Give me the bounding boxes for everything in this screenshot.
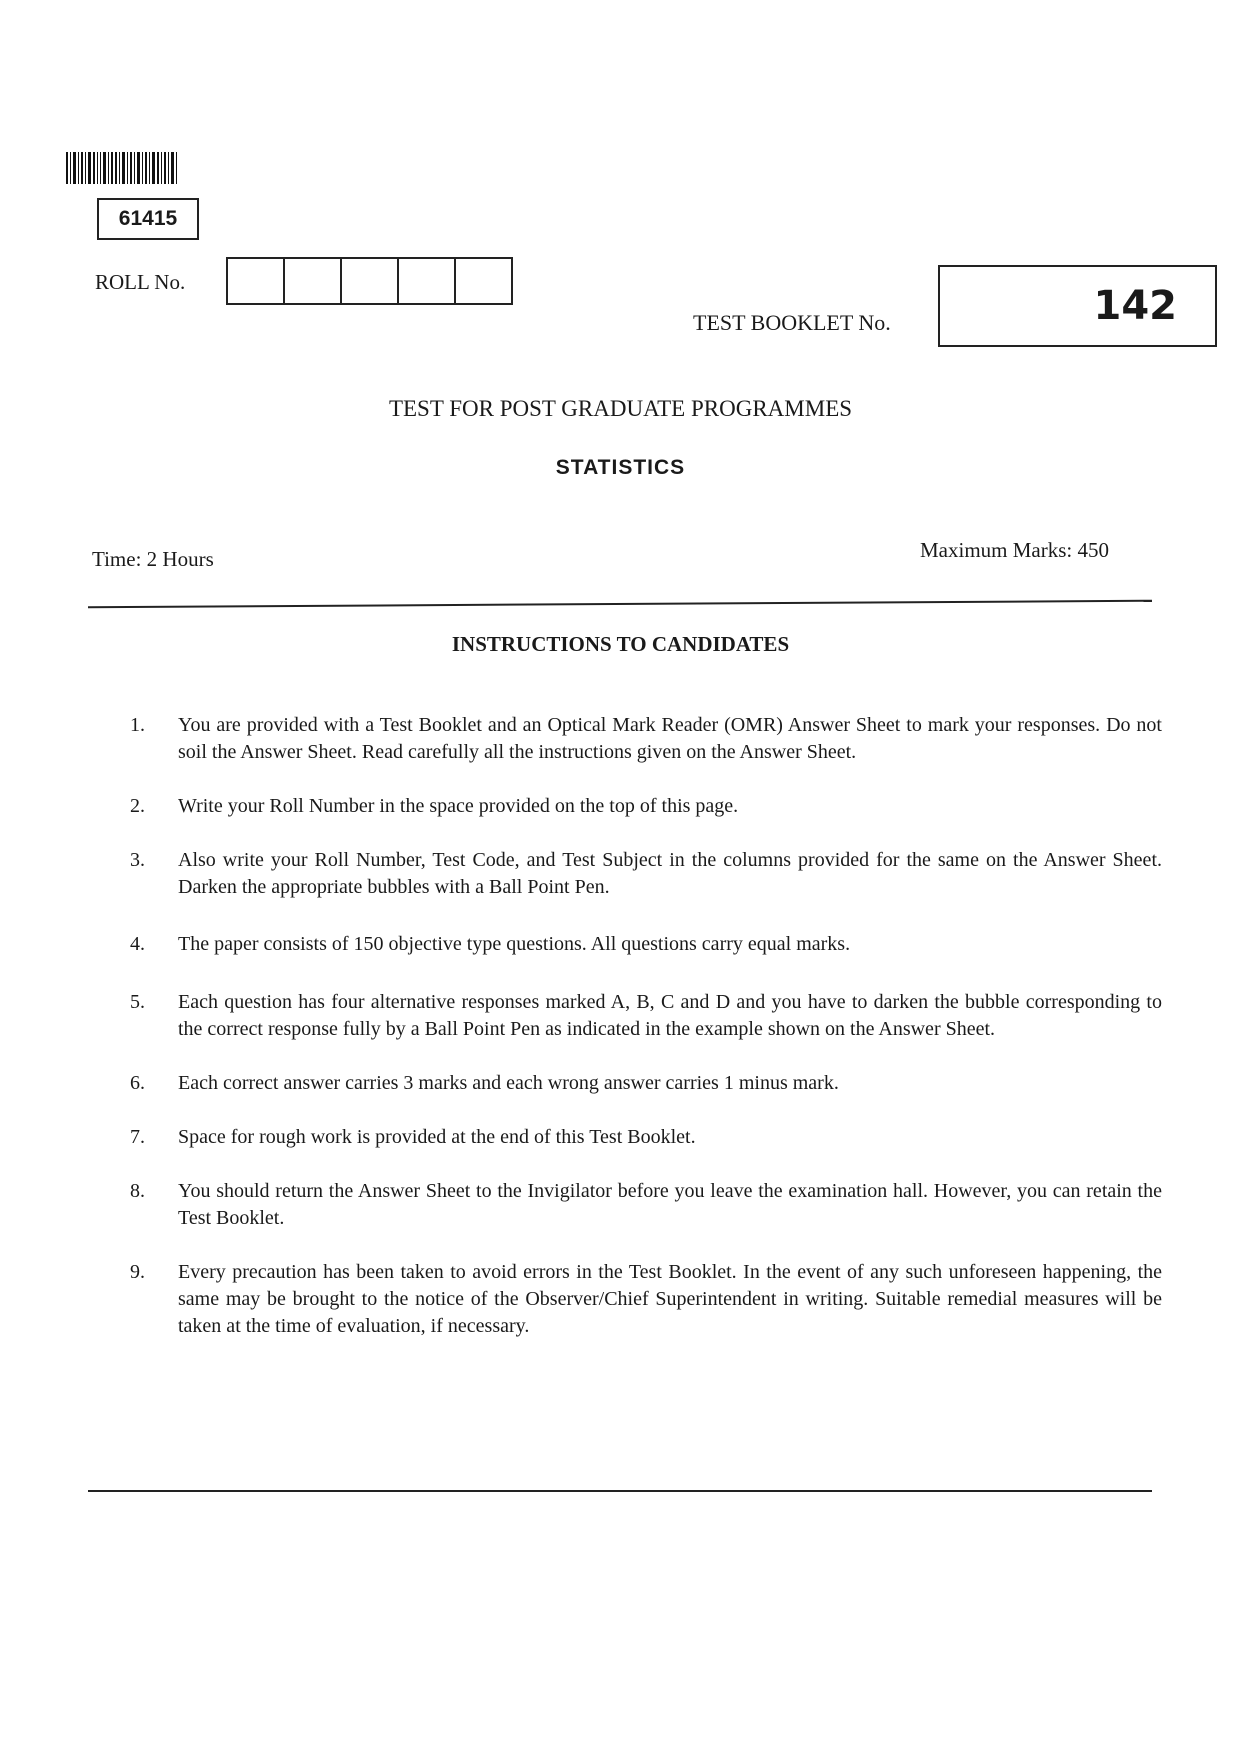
barcode: [66, 152, 226, 184]
instruction-text: Also write your Roll Number, Test Code, and Test Subject in the columns provided for the same on the Answer Sheet. Darken the appropriate bubbles with a Ball Point Pen.: [178, 849, 1162, 898]
subject-title: STATISTICS: [555, 456, 686, 479]
divider-top: [88, 600, 1152, 608]
booklet-number-label: TEST BOOKLET No.: [693, 310, 891, 335]
instruction-number: 6.: [130, 1072, 145, 1094]
instruction-item: [130, 1070, 1162, 1097]
booklet-number-box: [938, 265, 1217, 347]
instruction-item: [130, 1178, 1162, 1232]
instruction-number: 4.: [130, 933, 145, 955]
instruction-text: Each question has four alternative responses marked A, B, C and D and you have to darken the bubble corresponding to the correct response fully by a Ball Point Pen as indicated in the example shown on the Answer Sheet.: [178, 991, 1162, 1040]
instruction-text: Space for rough work is provided at the end of this Test Booklet.: [178, 1126, 696, 1148]
instruction-item: [130, 1124, 1162, 1151]
roll-digit-box[interactable]: [342, 259, 399, 303]
instruction-number: 1.: [130, 714, 145, 736]
instruction-text: Every precaution has been taken to avoid errors in the Test Booklet. In the event of any such unforeseen happening, the same may be brought to the notice of the Observer/Chief Superintendent in writing. Suitable remedial measures will be taken at the time of evaluation, if necessary.: [178, 1261, 1162, 1337]
instruction-number: 8.: [130, 1180, 145, 1202]
roll-digit-box[interactable]: [285, 259, 342, 303]
instruction-item: [130, 712, 1162, 766]
instruction-item: [130, 931, 1162, 958]
roll-number-boxes[interactable]: [226, 257, 513, 305]
instruction-text: The paper consists of 150 objective type questions. All questions carry equal marks.: [178, 933, 851, 955]
divider-bottom: [88, 1490, 1152, 1492]
instructions-list: [130, 712, 1162, 1367]
roll-digit-box[interactable]: [228, 259, 285, 303]
instruction-number: 2.: [130, 795, 145, 817]
instruction-item: [130, 1259, 1162, 1340]
roll-number-label: ROLL No.: [95, 270, 186, 294]
instruction-text: Write your Roll Number in the space provided on the top of this page.: [178, 795, 739, 817]
instruction-item: [130, 989, 1162, 1043]
instruction-item: [130, 793, 1162, 820]
instructions-heading: INSTRUCTIONS TO CANDIDATES: [451, 632, 790, 656]
instruction-number: 9.: [130, 1261, 145, 1283]
instruction-number: 7.: [130, 1126, 145, 1148]
instruction-item: [130, 847, 1162, 901]
test-code: 61415: [118, 207, 178, 230]
booklet-number: 142: [1093, 283, 1177, 329]
instruction-text: You should return the Answer Sheet to the Invigilator before you leave the examination hall. However, you can retain the Test Booklet.: [178, 1180, 1162, 1229]
test-code-box: [97, 198, 199, 240]
maximum-marks: Maximum Marks: 450: [920, 538, 1109, 562]
roll-digit-box[interactable]: [399, 259, 456, 303]
instruction-text: You are provided with a Test Booklet and an Optical Mark Reader (OMR) Answer Sheet to mark your responses. Do not soil the Answer Sheet. Read carefully all the instructions given on the Answer Sheet.: [178, 714, 1162, 763]
instruction-text: Each correct answer carries 3 marks and each wrong answer carries 1 minus mark.: [178, 1072, 839, 1094]
instruction-number: 3.: [130, 849, 145, 871]
exam-duration: Time: 2 Hours: [92, 547, 214, 571]
page-title: TEST FOR POST GRADUATE PROGRAMMES: [388, 396, 853, 421]
roll-digit-box[interactable]: [456, 259, 511, 303]
instruction-number: 5.: [130, 991, 145, 1013]
